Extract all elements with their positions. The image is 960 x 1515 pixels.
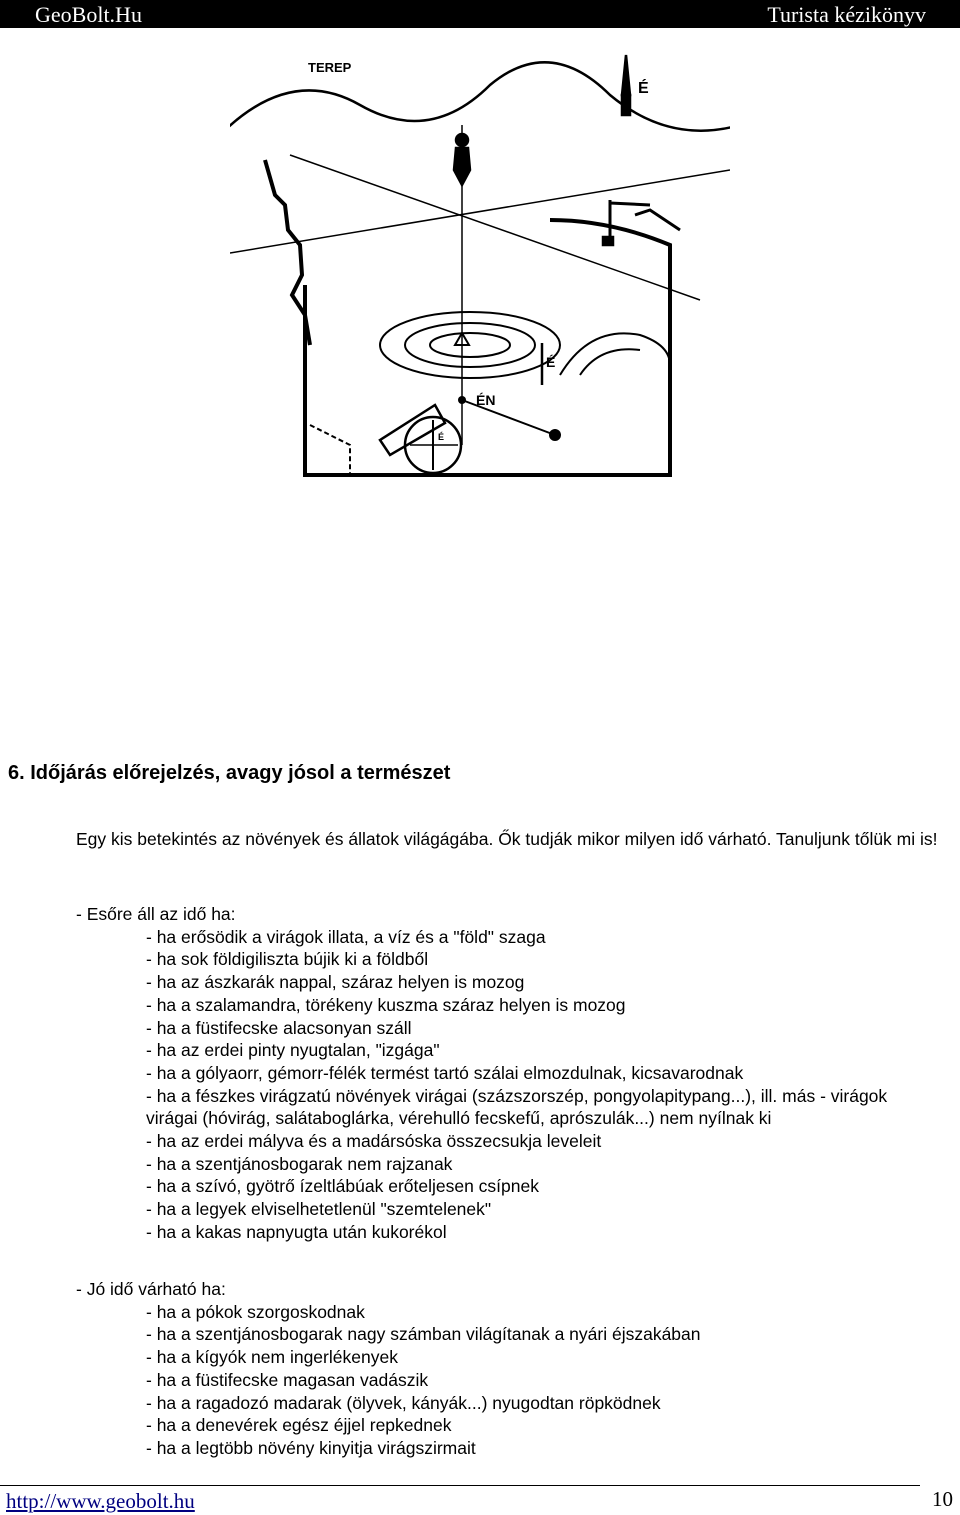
- list-item: - ha a szentjánosbogarak nem rajzanak: [146, 1153, 453, 1174]
- header-book-title: Turista kézikönyv: [767, 2, 926, 27]
- header-bar: [0, 0, 960, 28]
- section-title: 6. Időjárás előrejelzés, avagy jósol a természet: [8, 762, 451, 784]
- header-site-name: GeoBolt.Hu: [35, 2, 142, 27]
- intro-paragraph: Egy kis betekintés az növények és állatok világágába. Ők tudják mikor milyen idő várható. Tanuljunk tőlük mi is!: [76, 829, 938, 849]
- list-item: - ha a gólyaorr, gémorr-félék termést tartó szálai elmozdulnak, kicsavarodnak: [146, 1062, 744, 1083]
- label-north-top: É: [638, 80, 649, 97]
- list-item: - ha a szentjánosbogarak nagy számban világítanak a nyári éjszakában: [146, 1324, 701, 1345]
- list-item: - ha a szalamandra, törékeny kuszma száraz helyen is mozog: [146, 994, 626, 1015]
- list-item: - ha a legyek elviselhetetlenül "szemtelenek": [146, 1199, 492, 1220]
- list-item: - ha a füstifecske magasan vadászik: [146, 1369, 429, 1390]
- rain-heading: - Esőre áll az idő ha:: [76, 904, 236, 924]
- list-item: - ha a legtöbb növény kinyitja virágszirmait: [146, 1437, 476, 1458]
- list-item: - ha sok földigiliszta bújik ki a földből: [146, 949, 429, 970]
- label-terep: TEREP: [308, 60, 352, 75]
- list-item: - ha az ászkarák nappal, száraz helyen is mozog: [146, 972, 525, 993]
- terrain-compass-figure: [230, 45, 730, 485]
- rain-list: [76, 926, 926, 1244]
- list-item: - ha a fészkes virágzatú növények virágai (százszorszép, pongyolapitypang...), ill. más - virágok virágai (hóvirág, salátaboglárka, vérehulló fecskefű, aprószulák...) nem nyílnak ki: [146, 1085, 888, 1129]
- good-list: [76, 1301, 926, 1460]
- compass-label: É: [438, 432, 445, 442]
- list-item: - ha a pókok szorgoskodnak: [146, 1301, 365, 1322]
- page-number: 10: [932, 1487, 953, 1511]
- list-item: - ha a kakas napnyugta után kukorékol: [146, 1221, 447, 1242]
- list-item: - ha az erdei mályva és a madársóska összecsukja leveleit: [146, 1131, 602, 1152]
- label-north-map: É: [546, 354, 556, 370]
- list-item: - ha a kígyók nem ingerlékenyek: [146, 1347, 398, 1368]
- sight-line-b: [290, 155, 700, 300]
- rain-section: [76, 903, 926, 1244]
- good-weather-section: [76, 1278, 926, 1460]
- list-item: - ha a ragadozó madarak (ölyvek, kányák...) nyugodtan röpködnek: [146, 1392, 661, 1413]
- good-heading: - Jó idő várható ha:: [76, 1279, 226, 1299]
- footer-website-link[interactable]: http://www.geobolt.hu: [6, 1489, 195, 1513]
- list-item: - ha erősödik a virágok illata, a víz és a "föld" szaga: [146, 926, 546, 947]
- list-item: - ha a denevérek egész éjjel repkednek: [146, 1415, 452, 1436]
- footer-divider: [0, 1485, 920, 1486]
- list-item: - ha a füstifecske alacsonyan száll: [146, 1017, 412, 1038]
- map-frame: [305, 220, 670, 475]
- compass-plate: [380, 405, 445, 455]
- hill-line: [230, 62, 730, 135]
- list-item: - ha a szívó, gyötrő ízeltlábúak erőteljesen csípnek: [146, 1176, 539, 1197]
- list-item: - ha az erdei pinty nyugtalan, "izgága": [146, 1040, 440, 1061]
- label-en: ÉN: [476, 392, 496, 408]
